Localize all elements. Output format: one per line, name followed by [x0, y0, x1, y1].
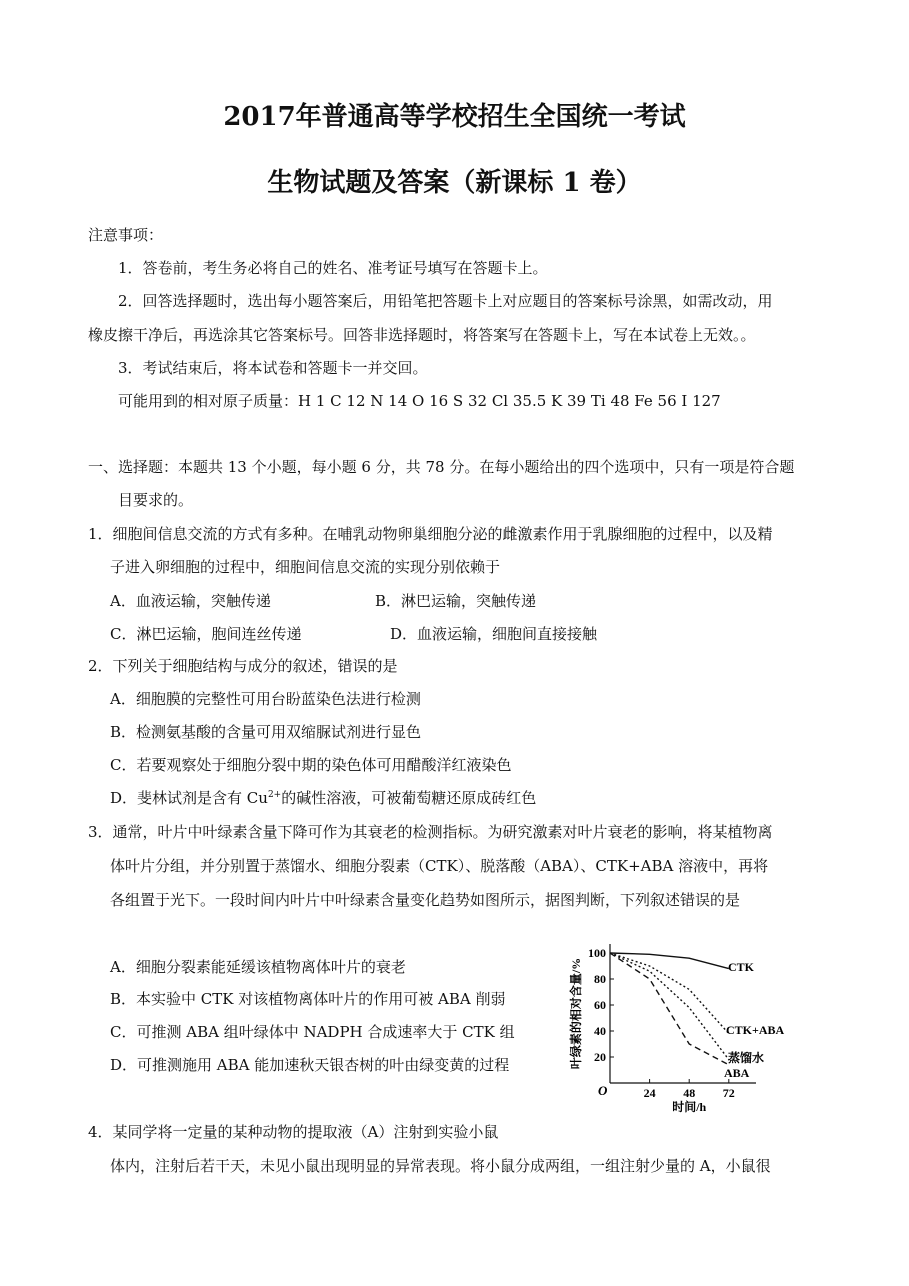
q4-stem: 4．某同学将一定量的某种动物的提取液（A）注射到实验小鼠	[88, 1123, 499, 1141]
q1-option-c: C．淋巴运输，胞间连丝传递	[110, 625, 302, 643]
charge-superscript: 2+	[267, 790, 282, 800]
y-tick-label: 40	[594, 1024, 606, 1038]
q1-stem-cont: 子进入卵细胞的过程中，细胞间信息交流的实现分别依赖于	[110, 558, 501, 576]
section-heading-cont: 目要求的。	[118, 491, 194, 509]
x-axis-label: 时间/h	[672, 1100, 707, 1114]
page-title: 2017年普通高等学校招生全国统一考试	[223, 102, 686, 132]
q4-stem-cont: 体内，注射后若干天，未见小鼠出现明显的异常表现。将小鼠分成两组，一组注射少量的 A，小鼠很	[110, 1157, 771, 1175]
series-label: CTK+ABA	[726, 1023, 785, 1037]
y-tick-label: 100	[588, 946, 606, 960]
notice-item-2: 2．回答选择题时，选出每小题答案后，用铅笔把答题卡上对应题目的答案标号涂黑，如需改动，用	[118, 292, 773, 310]
q2-option-d-text: D．斐林试剂是含有 Cu	[110, 789, 268, 807]
page-subtitle: 生物试题及答案（新课标 1 卷）	[267, 168, 642, 198]
x-tick-label: 24	[643, 1086, 656, 1100]
origin-label: O	[598, 1083, 608, 1098]
series-line-蒸馏水	[610, 953, 729, 1060]
section-heading: 一、选择题：本题共 13 个小题，每小题 6 分，共 78 分。在每小题给出的四个选项中，只有一项是符合题	[88, 458, 795, 476]
x-tick-label: 48	[683, 1086, 696, 1100]
chart-lines	[610, 953, 729, 1065]
y-tick-label: 60	[594, 998, 606, 1012]
atomic-masses: 可能用到的相对原子质量：H 1 C 12 N 14 O 16 S 32 Cl 35.5 K 39 Ti 48 Fe 56 I 127	[118, 392, 721, 410]
q2-option-a: A．细胞膜的完整性可用台盼蓝染色法进行检测	[110, 690, 421, 708]
q3-stem-cont-1: 体叶片分组，并分别置于蒸馏水、细胞分裂素（CTK）、脱落酸（ABA）、CTK+ABA 溶液中，再将	[110, 857, 769, 875]
chlorophyll-chart	[560, 936, 810, 1116]
notice-item-1: 1．答卷前，考生务必将自己的姓名、准考证号填写在答题卡上。	[118, 259, 548, 277]
series-label: CTK	[728, 960, 755, 974]
chart-labels	[568, 946, 785, 1114]
x-tick-label: 72	[722, 1086, 735, 1100]
notice-heading: 注意事项：	[88, 226, 164, 244]
notice-item-2-cont: 橡皮擦干净后，再选涂其它答案标号。回答非选择题时，将答案写在答题卡上，写在本试卷上无效。。	[88, 326, 756, 344]
q2-option-b: B．检测氨基酸的含量可用双缩脲试剂进行显色	[110, 723, 422, 741]
series-line-ABA	[610, 953, 729, 1065]
q1-option-b: B．淋巴运输，突触传递	[375, 592, 537, 610]
q1-option-d: D．血液运输，细胞间直接接触	[390, 625, 598, 643]
q3-stem: 3．通常，叶片中叶绿素含量下降可作为其衰老的检测指标。为研究激素对叶片衰老的影响，将某植物离	[88, 823, 773, 841]
q3-option-d: D．可推测施用 ABA 能加速秋天银杏树的叶由绿变黄的过程	[110, 1056, 510, 1074]
series-label: 蒸馏水	[728, 1051, 765, 1065]
series-label: ABA	[724, 1066, 750, 1080]
q3-option-c: C．可推测 ABA 组叶绿体中 NADPH 合成速率大于 CTK 组	[110, 1023, 515, 1041]
q3-option-a: A．细胞分裂素能延缓该植物离体叶片的衰老	[110, 958, 406, 976]
notice-item-3: 3．考试结束后，将本试卷和答题卡一并交回。	[118, 359, 428, 377]
q2-option-d-text-end: 的碱性溶液，可被葡萄糖还原成砖红色	[281, 789, 537, 807]
q2-option-d	[110, 789, 536, 807]
q1-option-a: A．血液运输，突触传递	[110, 592, 271, 610]
y-axis-label: 叶绿素的相对含量/%	[569, 957, 583, 1070]
q3-option-b: B．本实验中 CTK 对该植物离体叶片的作用可被 ABA 削弱	[110, 990, 506, 1008]
y-tick-label: 20	[594, 1050, 606, 1064]
q3-stem-cont-2: 各组置于光下。一段时间内叶片中叶绿素含量变化趋势如图所示，据图判断，下列叙述错误的是	[110, 891, 741, 909]
q2-option-c: C．若要观察处于细胞分裂中期的染色体可用醋酸洋红液染色	[110, 756, 512, 774]
q2-stem: 2．下列关于细胞结构与成分的叙述，错误的是	[88, 657, 398, 675]
q1-stem: 1．细胞间信息交流的方式有多种。在哺乳动物卵巢细胞分泌的雌激素作用于乳腺细胞的过程中，以及精	[88, 525, 773, 543]
y-tick-label: 80	[594, 972, 606, 986]
